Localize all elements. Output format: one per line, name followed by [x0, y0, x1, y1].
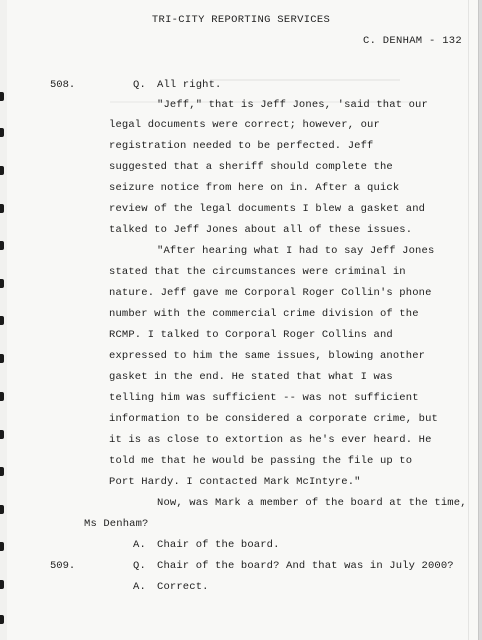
bleed-through-shadow	[210, 79, 400, 81]
quote-line: seizure notice from here on in. After a quick	[109, 182, 400, 194]
quote-line: gasket in the end. He stated that what I was	[109, 371, 393, 383]
binding-hole	[0, 241, 4, 250]
binding-hole	[0, 505, 4, 514]
question-text: Now, was Mark a member of the board at the time,	[157, 497, 467, 509]
quote-line: talked to Jeff Jones about all of these issues.	[109, 224, 413, 236]
quote-line: review of the legal documents I blew a gasket and	[109, 203, 426, 215]
binding-hole	[0, 467, 4, 476]
quote-line: stated that the circumstances were criminal in	[109, 266, 406, 278]
quote-line: telling him was sufficient -- was not sufficient	[109, 392, 419, 404]
binding-hole	[0, 392, 4, 401]
answer-text: Chair of the board.	[157, 539, 280, 551]
binding-hole	[0, 580, 4, 589]
binding-hole	[0, 128, 4, 137]
quote-line: expressed to him the same issues, blowing another	[109, 350, 426, 362]
speaker-label: Q.	[133, 79, 146, 91]
quote-line: "After hearing what I had to say Jeff Jones	[157, 245, 435, 257]
binding-hole	[0, 316, 4, 325]
quote-line: Port Hardy. I contacted Mark McIntyre."	[109, 476, 361, 488]
quote-line: information to be considered a corporate crime, but	[109, 413, 439, 425]
binding-hole	[0, 430, 4, 439]
quote-line: RCMP. I talked to Corporal Roger Collins and	[109, 329, 393, 341]
binding-hole	[0, 92, 4, 101]
binding-hole	[0, 204, 4, 213]
quote-line: legal documents were correct; however, our	[109, 119, 380, 131]
speaker-label: A.	[133, 581, 146, 593]
speaker-label: A.	[133, 539, 146, 551]
binding-hole	[0, 354, 4, 363]
quote-line: it is as close to extortion as he's ever heard. He	[109, 434, 432, 446]
quote-line: number with the commercial crime division of the	[109, 308, 419, 320]
binding-hole	[0, 542, 4, 551]
question-text: Ms Denham?	[84, 518, 149, 530]
quote-line: nature. Jeff gave me Corporal Roger Collin's phone	[109, 287, 432, 299]
quote-line: told me that he would be passing the file up to	[109, 455, 413, 467]
binding-hole	[0, 615, 4, 624]
header-page-reference: C. DENHAM - 132	[362, 35, 462, 47]
quote-line: "Jeff," that is Jeff Jones, 'said that our	[157, 99, 428, 111]
header-title: TRI-CITY REPORTING SERVICES	[151, 14, 331, 26]
speaker-label: Q.	[133, 560, 146, 572]
binding-edge	[0, 0, 7, 640]
quote-line: registration needed to be perfected. Jeff	[109, 140, 374, 152]
paragraph-number: 508.	[50, 79, 76, 91]
answer-text: Correct.	[157, 581, 209, 593]
binding-hole	[0, 166, 4, 175]
question-text: Chair of the board? And that was in July 2000?	[157, 560, 454, 572]
quote-line: suggested that a sheriff should complete the	[109, 161, 393, 173]
binding-hole	[0, 279, 4, 288]
question-text: All right.	[157, 79, 222, 91]
paragraph-number: 509.	[50, 560, 76, 572]
page-edge	[468, 0, 469, 640]
